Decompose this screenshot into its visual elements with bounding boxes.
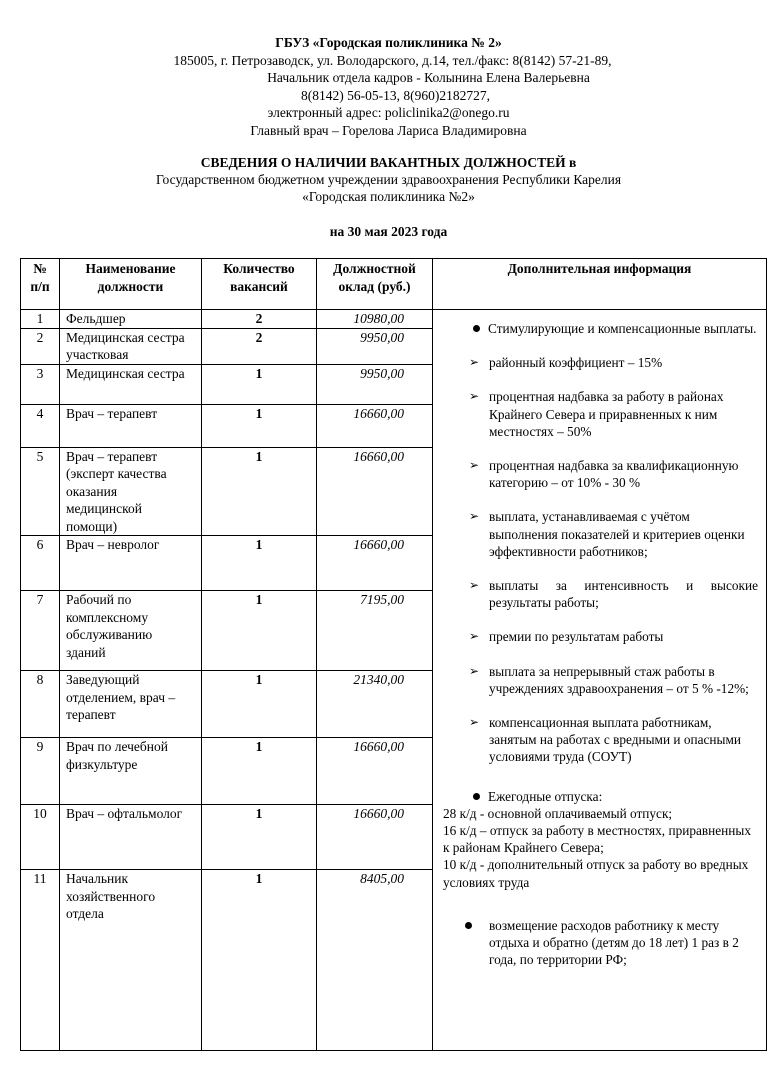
row-name: Рабочий по комплексному обслуживанию зданий [60, 591, 202, 671]
header-count: Количество вакансий [202, 259, 317, 310]
arrow-bullet-icon: ➢ [469, 458, 480, 473]
row-count: 1 [202, 671, 317, 738]
document-header [0, 34, 777, 139]
row-salary: 16660,00 [317, 447, 433, 536]
arrow-bullet-icon: ➢ [469, 663, 480, 678]
row-num: 1 [21, 310, 60, 329]
header-name: Наименование должности [60, 259, 202, 310]
arrow-bullet-icon: ➢ [469, 509, 480, 524]
row-count: 1 [202, 738, 317, 805]
vacation-heading: Ежегодные отпуска: [443, 788, 758, 805]
row-num: 4 [21, 404, 60, 447]
row-count: 1 [202, 536, 317, 591]
row-count: 1 [202, 404, 317, 447]
chief-doctor: Главный врач – Горелова Лариса Владимировна [250, 122, 527, 138]
row-salary: 9950,00 [317, 364, 433, 404]
vacation-line: 16 к/д – отпуск за работу в местностях, приравненных к районам Крайнего Севера; [443, 823, 751, 856]
row-num: 7 [21, 591, 60, 671]
row-salary: 16660,00 [317, 404, 433, 447]
row-count: 1 [202, 591, 317, 671]
row-salary: 16660,00 [317, 805, 433, 870]
org-address: 185005, г. Петрозаводск, ул. Володарского, д.14, тел./факс: 8(8142) 57-21-89, [173, 52, 612, 68]
stim-item: ➢ процентная надбавка за работу в районах Крайнего Севера и приравненных к ним местностях – 50% [469, 389, 724, 439]
row-name: Медицинская сестра участковая [60, 328, 202, 364]
stim-item: ➢ процентная надбавка за квалификационную категорию – от 10% - 30 % [469, 458, 739, 491]
row-num: 3 [21, 364, 60, 404]
row-name: Начальник хозяйственного отдела [60, 870, 202, 1051]
row-name: Врач – невролог [60, 536, 202, 591]
stim-item: ➢ районный коэффициент – 15% [469, 355, 663, 371]
row-salary: 16660,00 [317, 536, 433, 591]
row-name: Медицинская сестра [60, 364, 202, 404]
row-num: 2 [21, 328, 60, 364]
arrow-bullet-icon: ➢ [469, 355, 480, 370]
header-num: № п/п [21, 259, 60, 310]
row-salary: 8405,00 [317, 870, 433, 1051]
row-name: Врач – терапевт (эксперт качества оказания медицинской помощи) [60, 447, 202, 536]
header-info: Дополнительная информация [433, 259, 767, 310]
row-count: 1 [202, 870, 317, 1051]
title-line-3: «Городская поликлиника №2» [302, 189, 475, 204]
row-count: 1 [202, 364, 317, 404]
row-num: 5 [21, 447, 60, 536]
row-salary: 7195,00 [317, 591, 433, 671]
row-salary: 16660,00 [317, 738, 433, 805]
arrow-bullet-icon: ➢ [469, 629, 480, 644]
travel-compensation: возмещение расходов работнику к месту отдыха и обратно (детям до 18 лет) 1 раз в 2 года, по территории РФ; [443, 917, 758, 969]
arrow-bullet-icon: ➢ [469, 578, 480, 593]
row-count: 2 [202, 328, 317, 364]
stim-item: ➢ выплата за непрерывный стаж работы в учреждениях здравоохранения – от 5 % -12%; [469, 663, 749, 696]
row-count: 1 [202, 805, 317, 870]
bullet-icon [473, 793, 480, 800]
row-num: 9 [21, 738, 60, 805]
row-name: Врач – офтальмолог [60, 805, 202, 870]
table-header-row [21, 259, 767, 310]
table-row [21, 310, 767, 329]
row-name: Врач по лечебной физкультуре [60, 738, 202, 805]
arrow-bullet-icon: ➢ [469, 389, 480, 404]
row-salary: 10980,00 [317, 310, 433, 329]
row-count: 2 [202, 310, 317, 329]
header-salary: Должностной оклад (руб.) [317, 259, 433, 310]
row-salary: 9950,00 [317, 328, 433, 364]
bullet-icon [473, 325, 480, 332]
hr-head: Начальник отдела кадров - Колынина Елена Валерьевна [267, 70, 590, 85]
row-count: 1 [202, 447, 317, 536]
title-line-2: Государственном бюджетном учреждении здравоохранения Республики Карелия [155, 172, 622, 187]
row-num: 11 [21, 870, 60, 1051]
vacation-line: 28 к/д - основной оплачиваемый отпуск; [443, 805, 673, 821]
stim-item: ➢ выплаты за интенсивность и высокие результаты работы; [469, 578, 758, 611]
row-num: 8 [21, 671, 60, 738]
row-salary: 21340,00 [317, 671, 433, 738]
org-email: электронный адрес: policlinika2@onego.ru [267, 105, 510, 120]
row-name: Заведующий отделением, врач – терапевт [60, 671, 202, 738]
org-phones: 8(8142) 56-05-13, 8(960)2182727, [301, 87, 490, 103]
vacation-line: 10 к/д - дополнительный отпуск за работу во вредных условиях труда [443, 857, 749, 890]
bullet-icon [465, 922, 472, 929]
stim-item: ➢ компенсационная выплата работникам, занятым на работах с вредными и опасными условиями труда (СОУТ) [469, 715, 741, 765]
document-date: на 30 мая 2023 года [329, 224, 448, 239]
row-num: 10 [21, 805, 60, 870]
document-title [0, 154, 777, 205]
row-name: Фельдшер [60, 310, 202, 329]
org-name: ГБУЗ «Городская поликлиника № 2» [275, 35, 502, 50]
row-name: Врач – терапевт [60, 404, 202, 447]
stim-item: ➢ выплата, устанавливаемая с учётом выполнения показателей и критериев оценки эффективности работников; [469, 509, 745, 559]
stim-heading: Стимулирующие и компенсационные выплаты. [443, 320, 758, 337]
row-num: 6 [21, 536, 60, 591]
additional-info [433, 310, 767, 1051]
arrow-bullet-icon: ➢ [469, 715, 480, 730]
vacancy-table [20, 258, 767, 1051]
stim-item: ➢ премии по результатам работы [469, 629, 664, 645]
title-line-1: СВЕДЕНИЯ О НАЛИЧИИ ВАКАНТНЫХ ДОЛЖНОСТЕЙ в [200, 155, 577, 170]
